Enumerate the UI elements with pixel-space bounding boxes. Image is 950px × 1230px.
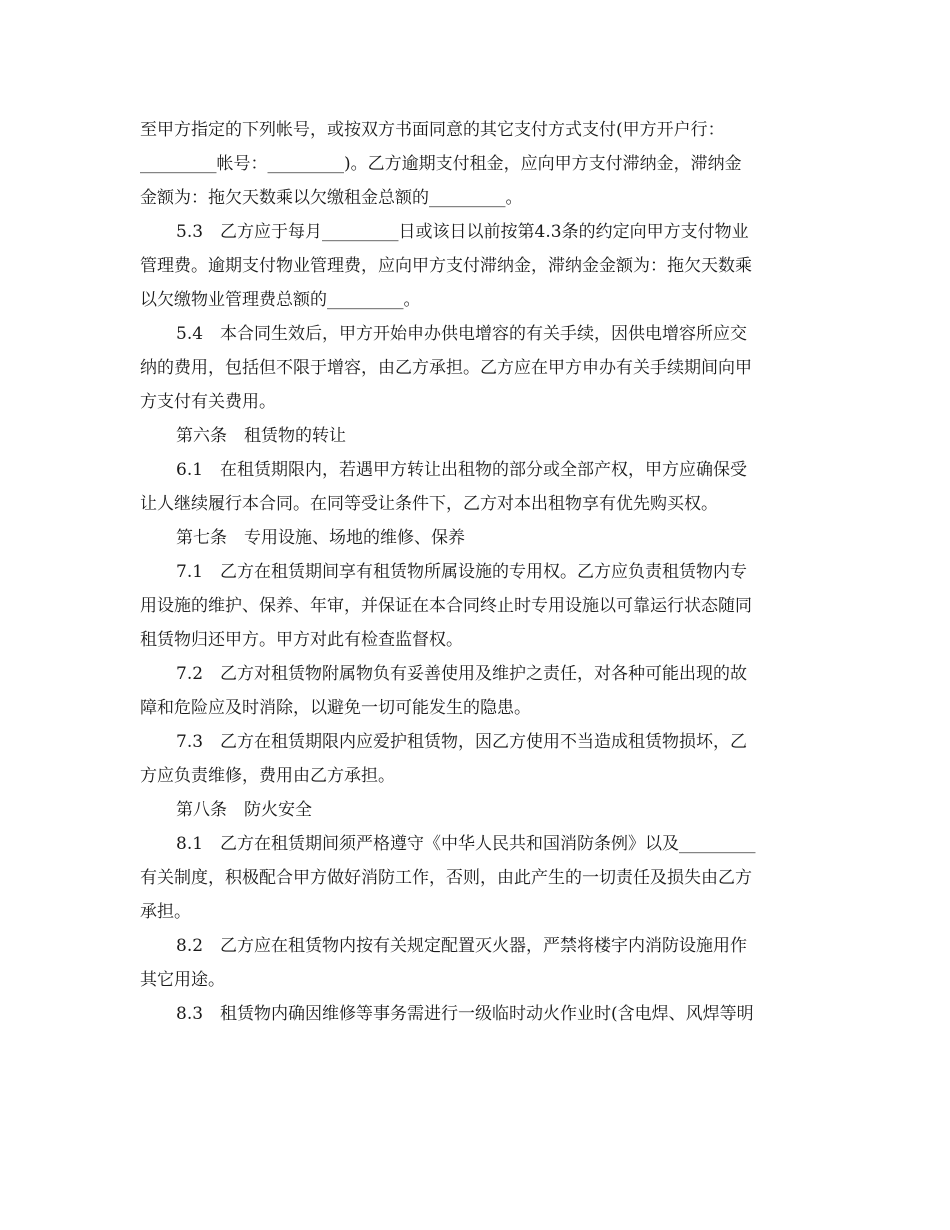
paragraph-line: 障和危险应及时消除，以避免一切可能发生的隐患。: [140, 698, 531, 718]
paragraph-first-line: 5.3 乙方应于每月_________日或该日以前按第4.3条的约定向甲方支付物业: [176, 222, 749, 242]
paragraph-line: 用设施的维护、保养、年审，并保证在本合同终止时专用设施以可靠运行状态随同: [140, 596, 752, 616]
paragraph-line: 纳的费用，包括但不限于增容，由乙方承担。乙方应在甲方申办有关手续期间向甲: [140, 358, 752, 378]
paragraph-first-line: 5.4 本合同生效后，甲方开始申办供电增容的有关手续，因供电增容所应交: [176, 324, 748, 344]
document-body: [140, 113, 816, 1031]
paragraph-line: 有关制度，积极配合甲方做好消防工作，否则，由此产生的一切责任及损失由乙方: [140, 868, 752, 888]
paragraph-line: 以欠缴物业管理费总额的_________。: [140, 290, 421, 310]
paragraph-line: 其它用途。: [140, 970, 225, 990]
paragraph-line: _________帐号：_________)。乙方逾期支付租金，应向甲方支付滞纳金，滞纳金: [140, 154, 742, 174]
paragraph-first-line: 第七条 专用设施、场地的维修、保养: [176, 528, 465, 548]
paragraph-first-line: 8.2 乙方应在租赁物内按有关规定配置灭火器，严禁将楼宇内消防设施用作: [176, 936, 748, 956]
paragraph-first-line: 8.1 乙方在租赁期间须严格遵守《中华人民共和国消防条例》以及_________: [176, 834, 756, 854]
paragraph-line: 至甲方指定的下列帐号，或按双方书面同意的其它支付方式支付(甲方开户行：: [140, 120, 725, 140]
paragraph-first-line: 7.1 乙方在租赁期间享有租赁物所属设施的专用权。乙方应负责租赁物内专: [176, 562, 748, 582]
paragraph-line: 方支付有关费用。: [140, 392, 276, 412]
paragraph-line: 租赁物归还甲方。甲方对此有检查监督权。: [140, 630, 463, 650]
paragraph-first-line: 7.2 乙方对租赁物附属物负有妥善使用及维护之责任，对各种可能出现的故: [176, 664, 748, 684]
paragraph-line: 让人继续履行本合同。在同等受让条件下，乙方对本出租物享有优先购买权。: [140, 494, 718, 514]
paragraph-line: 承担。: [140, 902, 191, 922]
paragraph-first-line: 6.1 在租赁期限内，若遇甲方转让出租物的部分或全部产权，甲方应确保受: [176, 460, 748, 480]
paragraph-first-line: 7.3 乙方在租赁期限内应爱护租赁物，因乙方使用不当造成租赁物损坏，乙: [176, 732, 748, 752]
paragraph-line: 金额为：拖欠天数乘以欠缴租金总额的_________。: [140, 188, 523, 208]
paragraph-first-line: 第六条 租赁物的转让: [176, 426, 346, 446]
paragraph-line: 管理费。逾期支付物业管理费，应向甲方支付滞纳金，滞纳金金额为：拖欠天数乘: [140, 256, 752, 276]
paragraph-first-line: 第八条 防火安全: [176, 800, 312, 820]
paragraph-first-line: 8.3 租赁物内确因维修等事务需进行一级临时动火作业时(含电焊、风焊等明: [176, 1004, 754, 1024]
paragraph-line: 方应负责维修，费用由乙方承担。: [140, 766, 395, 786]
